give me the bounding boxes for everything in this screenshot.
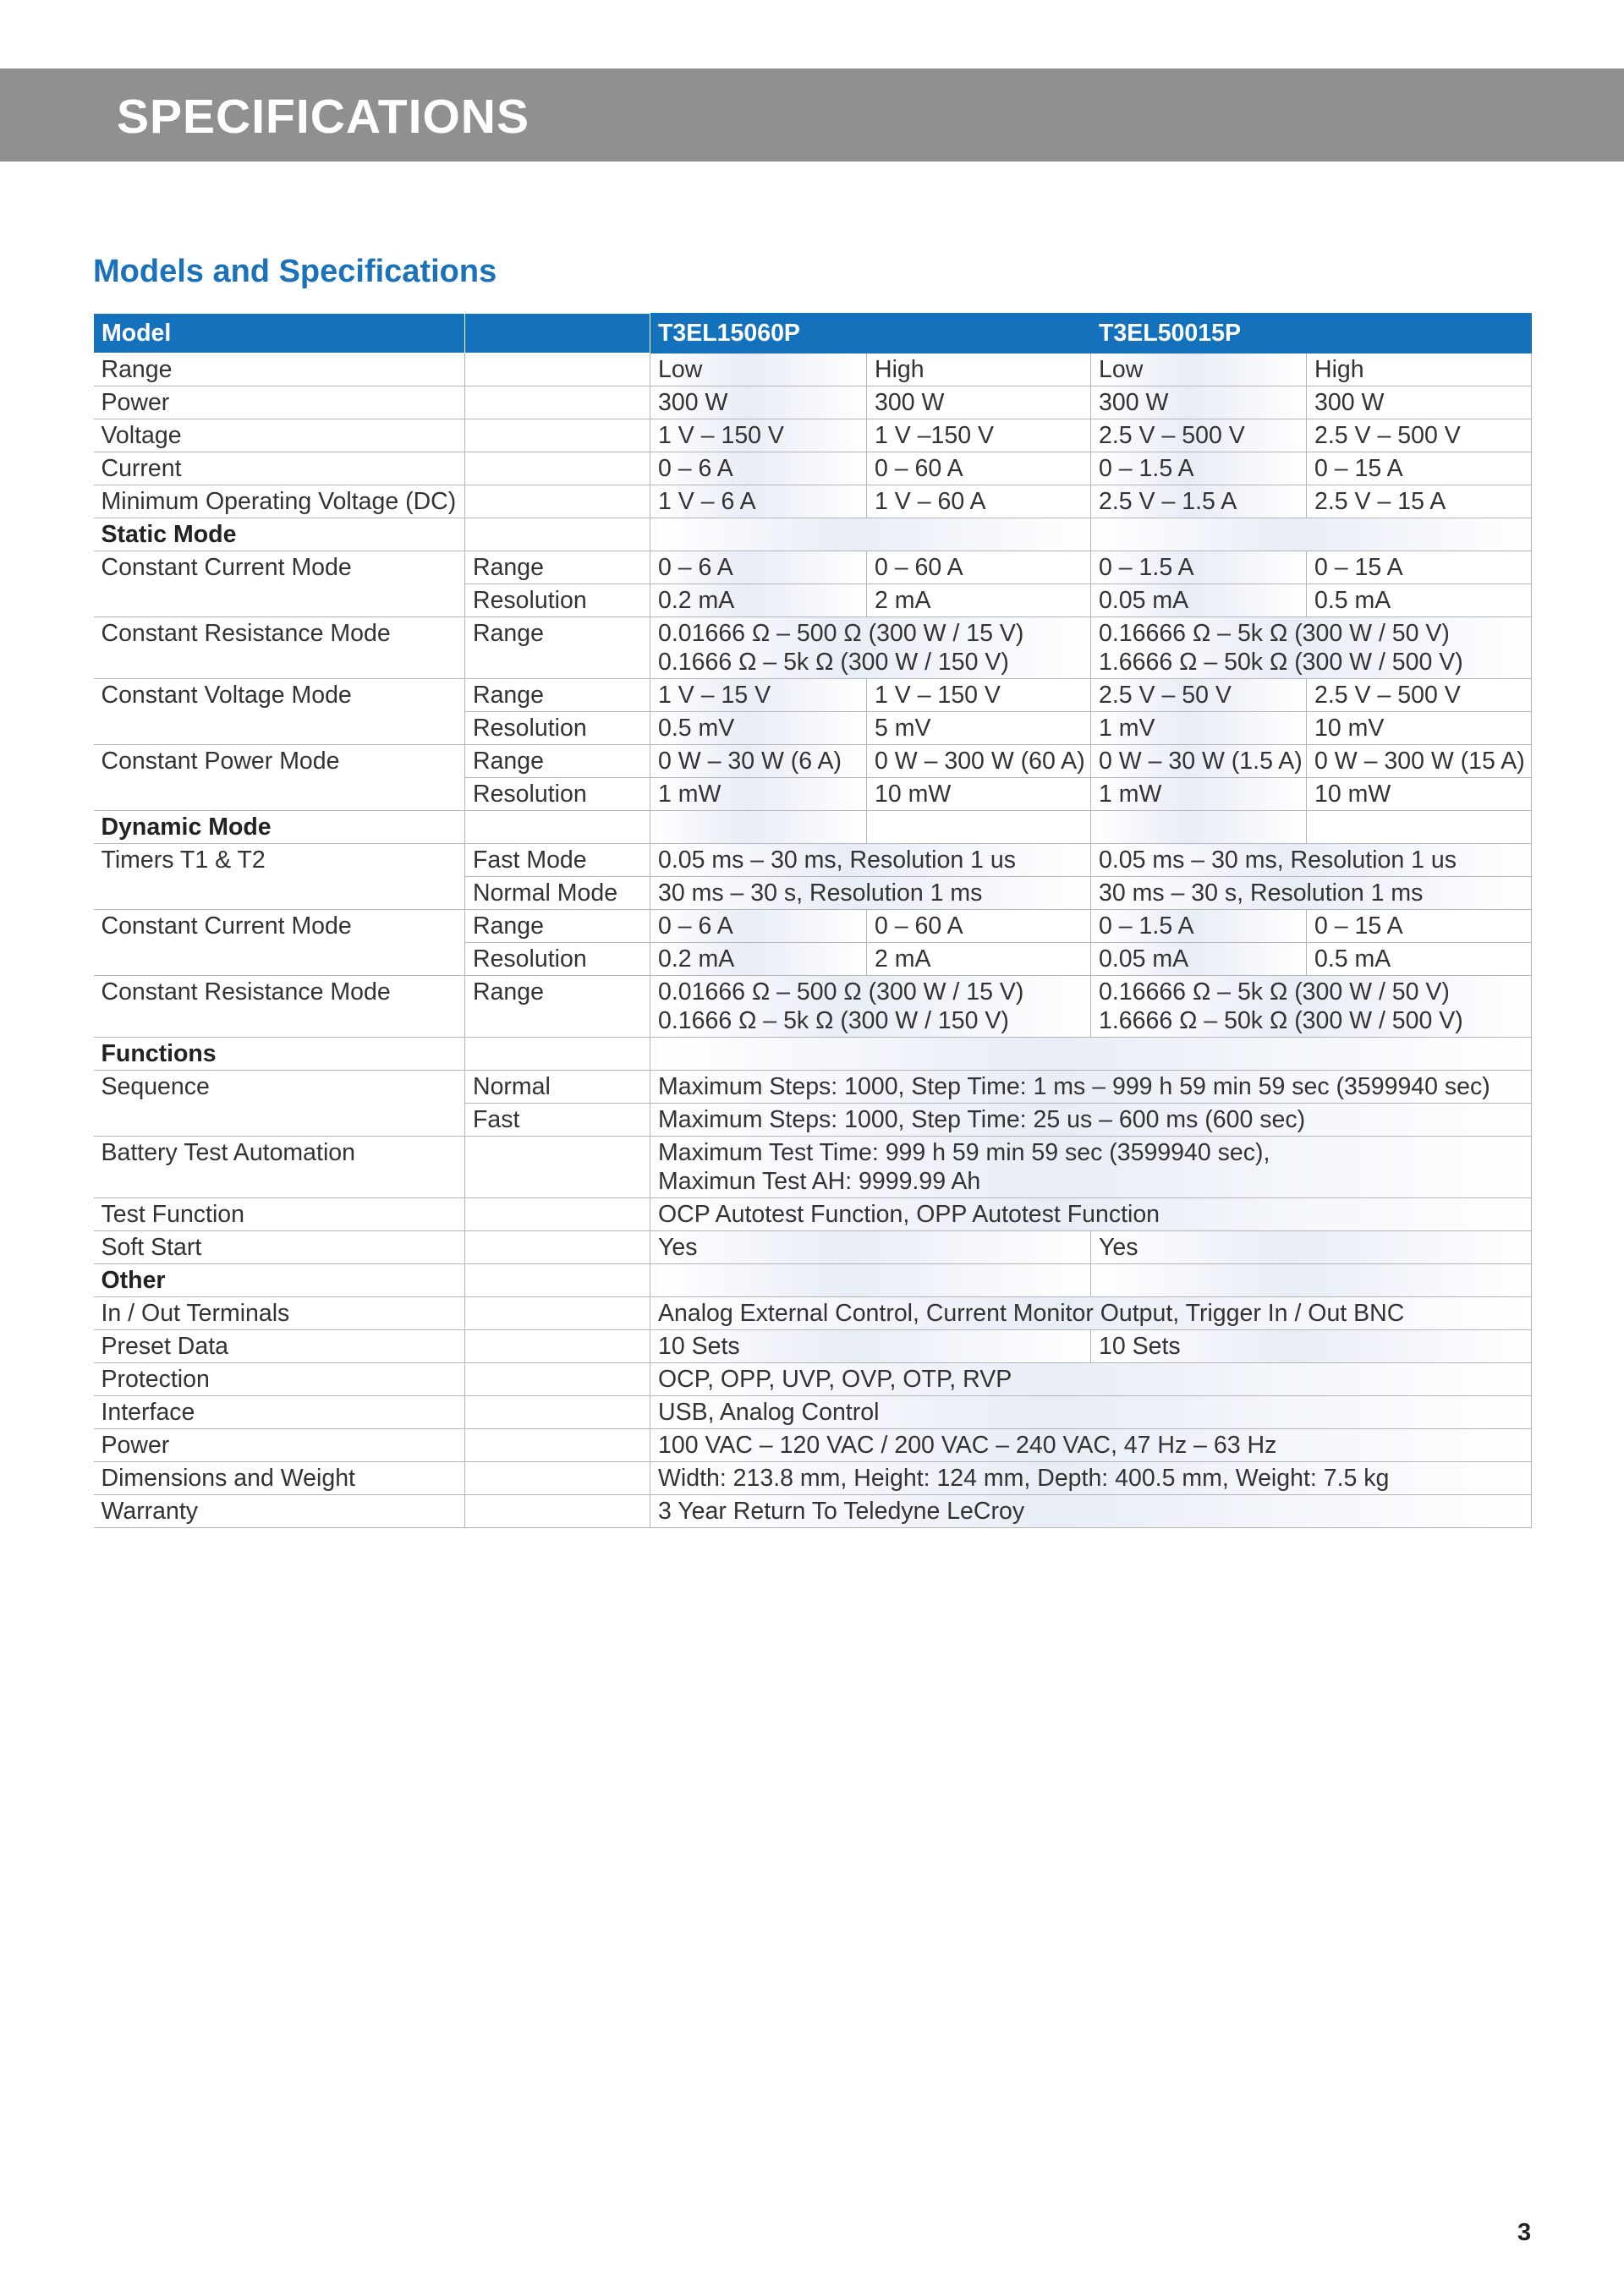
sub-label	[465, 1297, 650, 1330]
blank-cell	[650, 518, 1091, 551]
value-cell: 0 W – 300 W (60 A)	[867, 745, 1091, 778]
value-cell: 0.05 ms – 30 ms, Resolution 1 us	[650, 844, 1091, 877]
table-row	[94, 1198, 1532, 1231]
value-cell: 5 mV	[867, 712, 1091, 745]
value-cell: Width: 213.8 mm, Height: 124 mm, Depth: 400.5 mm, Weight: 7.5 kg	[650, 1462, 1532, 1495]
table-header-row	[94, 314, 1532, 353]
sub-label: Fast Mode	[465, 844, 650, 877]
param-label: Preset Data	[94, 1330, 465, 1363]
value-cell: 2.5 V – 500 V	[1091, 419, 1307, 452]
sub-label	[465, 1429, 650, 1462]
sub-label: Resolution	[465, 943, 650, 976]
value-cell: 1 V – 15 V	[650, 679, 867, 712]
param-label: Constant Resistance Mode	[94, 617, 465, 679]
param-label: Constant Resistance Mode	[94, 976, 465, 1038]
value-cell: 0.05 mA	[1091, 584, 1307, 617]
sub-label: Normal Mode	[465, 877, 650, 910]
section-heading: Functions	[94, 1038, 465, 1071]
table-row	[94, 1071, 1532, 1104]
blank-cell	[465, 811, 650, 844]
value-line: 0.1666 Ω – 5k Ω (300 W / 150 V)	[658, 1007, 1009, 1034]
param-label: Constant Voltage Mode	[94, 679, 465, 745]
value-cell	[650, 976, 1091, 1038]
param-label: Power	[94, 386, 465, 419]
blank-cell	[650, 811, 867, 844]
param-label: Battery Test Automation	[94, 1137, 465, 1198]
value-cell: 1 V – 150 V	[867, 679, 1091, 712]
value-cell: Yes	[650, 1231, 1091, 1264]
value-cell: 0.05 ms – 30 ms, Resolution 1 us	[1091, 844, 1532, 877]
param-label: Power	[94, 1429, 465, 1462]
table-row	[94, 1495, 1532, 1528]
value-cell: 0.2 mA	[650, 943, 867, 976]
table-row	[94, 910, 1532, 943]
sub-label	[465, 1462, 650, 1495]
value-cell: Maximum Steps: 1000, Step Time: 25 us – 600 ms (600 sec)	[650, 1104, 1532, 1137]
value-cell: 0 W – 30 W (6 A)	[650, 745, 867, 778]
sub-label	[465, 353, 650, 386]
value-cell: 0 – 60 A	[867, 452, 1091, 485]
table-row	[94, 419, 1532, 452]
blank-cell	[465, 1264, 650, 1297]
value-cell: 10 Sets	[1091, 1330, 1532, 1363]
section-row	[94, 1038, 1532, 1071]
value-cell: 2 mA	[867, 943, 1091, 976]
value-cell: 1 mW	[1091, 778, 1307, 811]
sub-label: Fast	[465, 1104, 650, 1137]
value-cell: 0 – 1.5 A	[1091, 452, 1307, 485]
table-row	[94, 1429, 1532, 1462]
value-cell: 1 V –150 V	[867, 419, 1091, 452]
sub-label	[465, 452, 650, 485]
table-row	[94, 976, 1532, 1038]
value-line: 0.16666 Ω – 5k Ω (300 W / 50 V)	[1099, 620, 1450, 647]
param-label: In / Out Terminals	[94, 1297, 465, 1330]
value-cell: 300 W	[1307, 386, 1532, 419]
sub-label	[465, 419, 650, 452]
value-cell: 1 mW	[650, 778, 867, 811]
model-name-2: T3EL50015P	[1091, 314, 1532, 353]
value-cell: 1 V – 150 V	[650, 419, 867, 452]
value-cell: 10 Sets	[650, 1330, 1091, 1363]
page-heading: SPECIFICATIONS	[117, 90, 529, 144]
param-label: Dimensions and Weight	[94, 1462, 465, 1495]
value-cell: 10 mW	[867, 778, 1091, 811]
value-cell: 2.5 V – 1.5 A	[1091, 485, 1307, 518]
blank-cell	[650, 1038, 1532, 1071]
table-row	[94, 1396, 1532, 1429]
value-cell: 0.05 mA	[1091, 943, 1307, 976]
table-row	[94, 386, 1532, 419]
value-cell: 0 W – 30 W (1.5 A)	[1091, 745, 1307, 778]
sub-label: Range	[465, 976, 650, 1038]
page-number: 3	[1517, 2219, 1532, 2246]
value-cell: 1 V – 6 A	[650, 485, 867, 518]
value-cell: Yes	[1091, 1231, 1532, 1264]
value-cell: OCP, OPP, UVP, OVP, OTP, RVP	[650, 1363, 1532, 1396]
value-cell: Analog External Control, Current Monitor Output, Trigger In / Out BNC	[650, 1297, 1532, 1330]
param-label: Constant Power Mode	[94, 745, 465, 811]
value-cell: 10 mV	[1307, 712, 1532, 745]
sub-label: Range	[465, 617, 650, 679]
value-cell: 0 – 15 A	[1307, 551, 1532, 584]
section-row	[94, 518, 1532, 551]
section-heading: Dynamic Mode	[94, 811, 465, 844]
param-label: Interface	[94, 1396, 465, 1429]
header-band	[0, 68, 1624, 162]
value-cell: High	[867, 353, 1091, 386]
value-cell: 0 – 15 A	[1307, 910, 1532, 943]
value-cell: 3 Year Return To Teledyne LeCroy	[650, 1495, 1532, 1528]
section-title: Models and Specifications	[93, 254, 497, 289]
sub-label: Range	[465, 745, 650, 778]
value-line: 0.01666 Ω – 500 Ω (300 W / 15 V)	[658, 620, 1024, 647]
sub-label	[465, 1495, 650, 1528]
param-label: Constant Current Mode	[94, 551, 465, 617]
param-label: Protection	[94, 1363, 465, 1396]
section-row	[94, 811, 1532, 844]
sub-label: Range	[465, 679, 650, 712]
value-cell: 300 W	[650, 386, 867, 419]
value-cell: 0 W – 300 W (15 A)	[1307, 745, 1532, 778]
value-cell: 0.5 mV	[650, 712, 867, 745]
value-cell: 0 – 6 A	[650, 452, 867, 485]
table-row	[94, 1330, 1532, 1363]
value-cell: 2 mA	[867, 584, 1091, 617]
sub-label	[465, 1363, 650, 1396]
table-row	[94, 679, 1532, 712]
table-row	[94, 617, 1532, 679]
value-cell: 2.5 V – 500 V	[1307, 419, 1532, 452]
sub-label	[465, 1396, 650, 1429]
blank-cell	[867, 811, 1091, 844]
value-cell: Low	[650, 353, 867, 386]
sub-label: Resolution	[465, 778, 650, 811]
value-cell: OCP Autotest Function, OPP Autotest Function	[650, 1198, 1532, 1231]
table-row	[94, 452, 1532, 485]
table-row	[94, 485, 1532, 518]
param-label: Current	[94, 452, 465, 485]
blank-cell	[1091, 811, 1307, 844]
sub-label	[465, 1330, 650, 1363]
value-cell: 0 – 60 A	[867, 910, 1091, 943]
section-heading: Other	[94, 1264, 465, 1297]
value-cell: Low	[1091, 353, 1307, 386]
value-cell: 0.5 mA	[1307, 584, 1532, 617]
model-header-label: Model	[94, 314, 465, 353]
table-row	[94, 745, 1532, 778]
value-line: 0.16666 Ω – 5k Ω (300 W / 50 V)	[1099, 978, 1450, 1006]
sub-label: Range	[465, 551, 650, 584]
value-cell	[650, 1137, 1532, 1198]
value-cell: 30 ms – 30 s, Resolution 1 ms	[1091, 877, 1532, 910]
value-cell: 300 W	[1091, 386, 1307, 419]
value-line: 0.01666 Ω – 500 Ω (300 W / 15 V)	[658, 978, 1024, 1006]
value-cell: 100 VAC – 120 VAC / 200 VAC – 240 VAC, 47 Hz – 63 Hz	[650, 1429, 1532, 1462]
sub-label	[465, 1198, 650, 1231]
value-line: 1.6666 Ω – 50k Ω (300 W / 500 V)	[1099, 1007, 1463, 1034]
value-cell: 300 W	[867, 386, 1091, 419]
value-cell: Maximum Steps: 1000, Step Time: 1 ms – 999 h 59 min 59 sec (3599940 sec)	[650, 1071, 1532, 1104]
value-cell: 2.5 V – 50 V	[1091, 679, 1307, 712]
value-line: 1.6666 Ω – 50k Ω (300 W / 500 V)	[1099, 649, 1463, 676]
table-row	[94, 353, 1532, 386]
param-label: Sequence	[94, 1071, 465, 1137]
param-label: Range	[94, 353, 465, 386]
header-blank-cell	[465, 314, 650, 353]
value-cell: 0 – 1.5 A	[1091, 551, 1307, 584]
value-cell: 0 – 6 A	[650, 910, 867, 943]
sub-label	[465, 485, 650, 518]
value-cell: 10 mW	[1307, 778, 1532, 811]
value-cell	[1091, 976, 1532, 1038]
value-cell	[650, 617, 1091, 679]
table-row	[94, 844, 1532, 877]
value-line: 0.1666 Ω – 5k Ω (300 W / 150 V)	[658, 649, 1009, 676]
param-label: Timers T1 & T2	[94, 844, 465, 910]
value-cell: 1 V – 60 A	[867, 485, 1091, 518]
sub-label: Range	[465, 910, 650, 943]
param-label: Minimum Operating Voltage (DC)	[94, 485, 465, 518]
value-cell: 0 – 6 A	[650, 551, 867, 584]
table-row	[94, 1363, 1532, 1396]
value-cell: High	[1307, 353, 1532, 386]
blank-cell	[650, 1264, 1091, 1297]
sub-label: Resolution	[465, 712, 650, 745]
model-name-1: T3EL15060P	[650, 314, 1091, 353]
specifications-table	[93, 313, 1532, 1528]
value-cell: 30 ms – 30 s, Resolution 1 ms	[650, 877, 1091, 910]
value-cell: 0.5 mA	[1307, 943, 1532, 976]
table-row	[94, 1462, 1532, 1495]
table-row	[94, 1231, 1532, 1264]
value-cell: USB, Analog Control	[650, 1396, 1532, 1429]
sub-label: Normal	[465, 1071, 650, 1104]
sub-label	[465, 1137, 650, 1198]
param-label: Voltage	[94, 419, 465, 452]
param-label: Test Function	[94, 1198, 465, 1231]
value-cell: 0 – 60 A	[867, 551, 1091, 584]
value-cell: 1 mV	[1091, 712, 1307, 745]
param-label: Constant Current Mode	[94, 910, 465, 976]
blank-cell	[465, 518, 650, 551]
blank-cell	[1307, 811, 1532, 844]
blank-cell	[1091, 1264, 1532, 1297]
table-row	[94, 551, 1532, 584]
value-cell: 0 – 15 A	[1307, 452, 1532, 485]
table-row	[94, 1137, 1532, 1198]
sub-label	[465, 386, 650, 419]
table-row	[94, 1297, 1532, 1330]
sub-label	[465, 1231, 650, 1264]
blank-cell	[465, 1038, 650, 1071]
section-heading: Static Mode	[94, 518, 465, 551]
param-label: Warranty	[94, 1495, 465, 1528]
section-row	[94, 1264, 1532, 1297]
sub-label: Resolution	[465, 584, 650, 617]
value-cell: 2.5 V – 500 V	[1307, 679, 1532, 712]
value-cell: 0.2 mA	[650, 584, 867, 617]
blank-cell	[1091, 518, 1532, 551]
value-line: Maximun Test AH: 9999.99 Ah	[658, 1168, 981, 1195]
param-label: Soft Start	[94, 1231, 465, 1264]
value-line: Maximum Test Time: 999 h 59 min 59 sec (3599940 sec),	[658, 1139, 1270, 1166]
value-cell: 0 – 1.5 A	[1091, 910, 1307, 943]
value-cell	[1091, 617, 1532, 679]
value-cell: 2.5 V – 15 A	[1307, 485, 1532, 518]
